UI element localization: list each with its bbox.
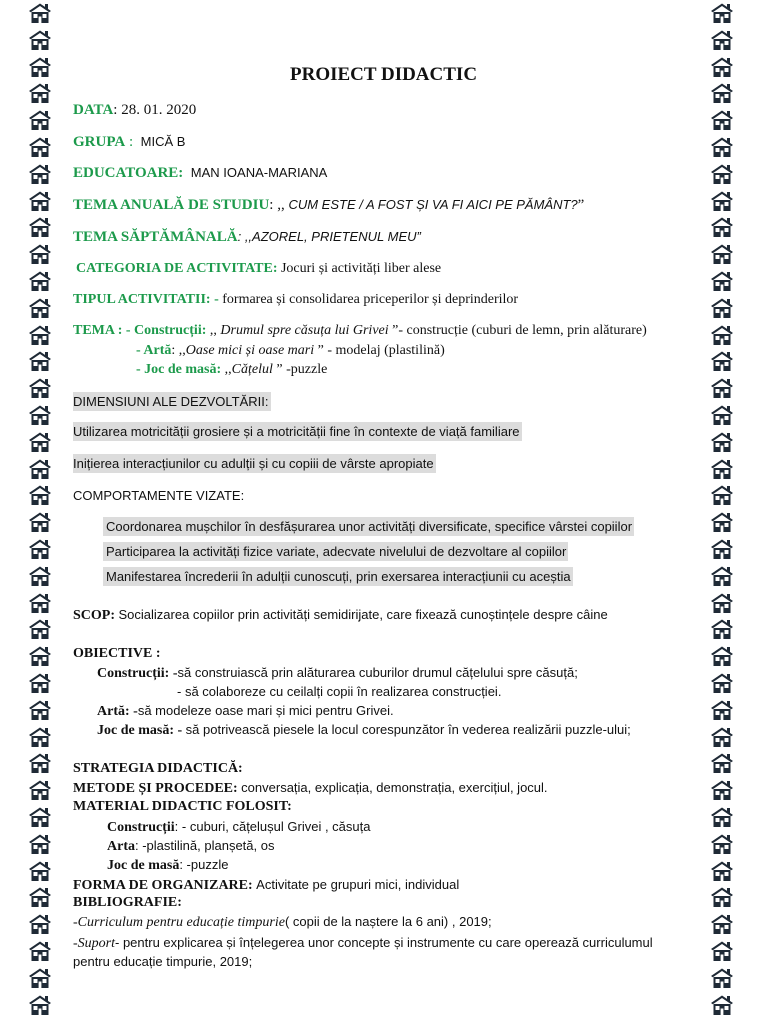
material-arta: Arta: -plastilină, planșetă, os <box>107 838 275 854</box>
comportament-item-1: Coordonarea mușchilor în desfășurarea unor activități diversificate, specifice vârstei copiilor <box>103 518 634 536</box>
grupa-line: GRUPA : MICĂ B <box>73 134 186 150</box>
scop-line: SCOP: Socializarea copiilor prin activități semidirijate, care fixează cunoștințele despre câine <box>73 607 608 623</box>
material-joc: Joc de masă: -puzzle <box>107 857 229 873</box>
tipul-line: TIPUL ACTIVITATII: - formarea și consolidarea priceperilor și deprinderilor <box>73 292 519 307</box>
tema-saptamanala-line: TEMA SĂPTĂMÂNALĂ: ,,AZOREL, PRIETENUL MEU” <box>73 229 421 245</box>
bibliografie-item-1: -Curriculum pentru educație timpurie( copii de la naștere la 6 ani) , 2019; <box>73 914 492 930</box>
obiective-arta: Artă: -să modeleze oase mari și mici pentru Grivei. <box>97 703 394 719</box>
comportamente-heading: COMPORTAMENTE VIZATE: <box>73 488 245 503</box>
tema-line-1: TEMA : - Construcții: ,, Drumul spre căsuța lui Grivei ”- construcție (cuburi de lemn, prin alăturare) <box>73 323 647 338</box>
categoria-line: CATEGORIA DE ACTIVITATE: Jocuri și activități liber alese <box>76 261 442 276</box>
comportament-item-2: Participarea la activități fizice variate, adecvate nivelului de dezvoltare al copiilor <box>103 543 568 561</box>
tema-line-2: - Artă: ,,Oase mici și oase mari ” - modelaj (plastilină) <box>136 343 445 358</box>
tema-anuala-line: TEMA ANUALĂ DE STUDIU: ,, CUM ESTE / A FOST ȘI VA FI AICI PE PĂMÂNT?” <box>73 197 585 213</box>
bibliografie-item-2-cont: pentru educație timpurie, 2019; <box>73 954 253 969</box>
material-heading: MATERIAL DIDACTIC FOLOSIT: <box>73 799 292 814</box>
strategia-heading: STRATEGIA DIDACTICĂ: <box>73 761 243 776</box>
material-constructii: Construcții: - cuburi, cățelușul Grivei , căsuța <box>107 819 371 835</box>
document-title: PROIECT DIDACTIC <box>290 64 478 85</box>
forma-line: FORMA DE ORGANIZARE: Activitate pe grupuri mici, individual <box>73 877 460 893</box>
obiective-heading: OBIECTIVE : <box>73 646 161 661</box>
educatoare-line: EDUCATOARE: MAN IOANA-MARIANA <box>73 165 328 181</box>
obiective-constructii: Construcții: -să construiască prin alăturarea cuburilor drumul cățelului spre căsuță; <box>97 665 578 681</box>
obiective-constructii-2: - să colaboreze cu ceilalți copii în realizarea construcției. <box>177 684 502 699</box>
dimensiuni-item-2: Inițierea interacțiunilor cu adulții și cu copiii de vârste apropiate <box>73 456 434 471</box>
comportament-item-3: Manifestarea încrederii în adulții cunoscuți, prin exersarea interacțiunii cu aceștia <box>103 568 573 586</box>
data-line: DATA: 28. 01. 2020 <box>73 102 197 118</box>
dimensiuni-heading: DIMENSIUNI ALE DEZVOLTĂRII: <box>73 394 269 409</box>
dimensiuni-item-1: Utilizarea motricității grosiere și a motricității fine în contexte de viață familiare <box>73 424 520 439</box>
bibliografie-heading: BIBLIOGRAFIE: <box>73 895 182 910</box>
obiective-joc: Joc de masă: - să potrivească piesele la locul corespunzător în vederea realizării puzzle-ului; <box>97 722 631 738</box>
tema-line-3: - Joc de masă: ,,Cățelul ” -puzzle <box>136 362 328 377</box>
metode-line: METODE ȘI PROCEDEE: conversația, explicația, demonstrația, exercițiul, jocul. <box>73 780 548 796</box>
bibliografie-item-2: -Suport- pentru explicarea și înțelegerea unor concepte și instrumente cu care operează curriculumul <box>73 935 653 951</box>
